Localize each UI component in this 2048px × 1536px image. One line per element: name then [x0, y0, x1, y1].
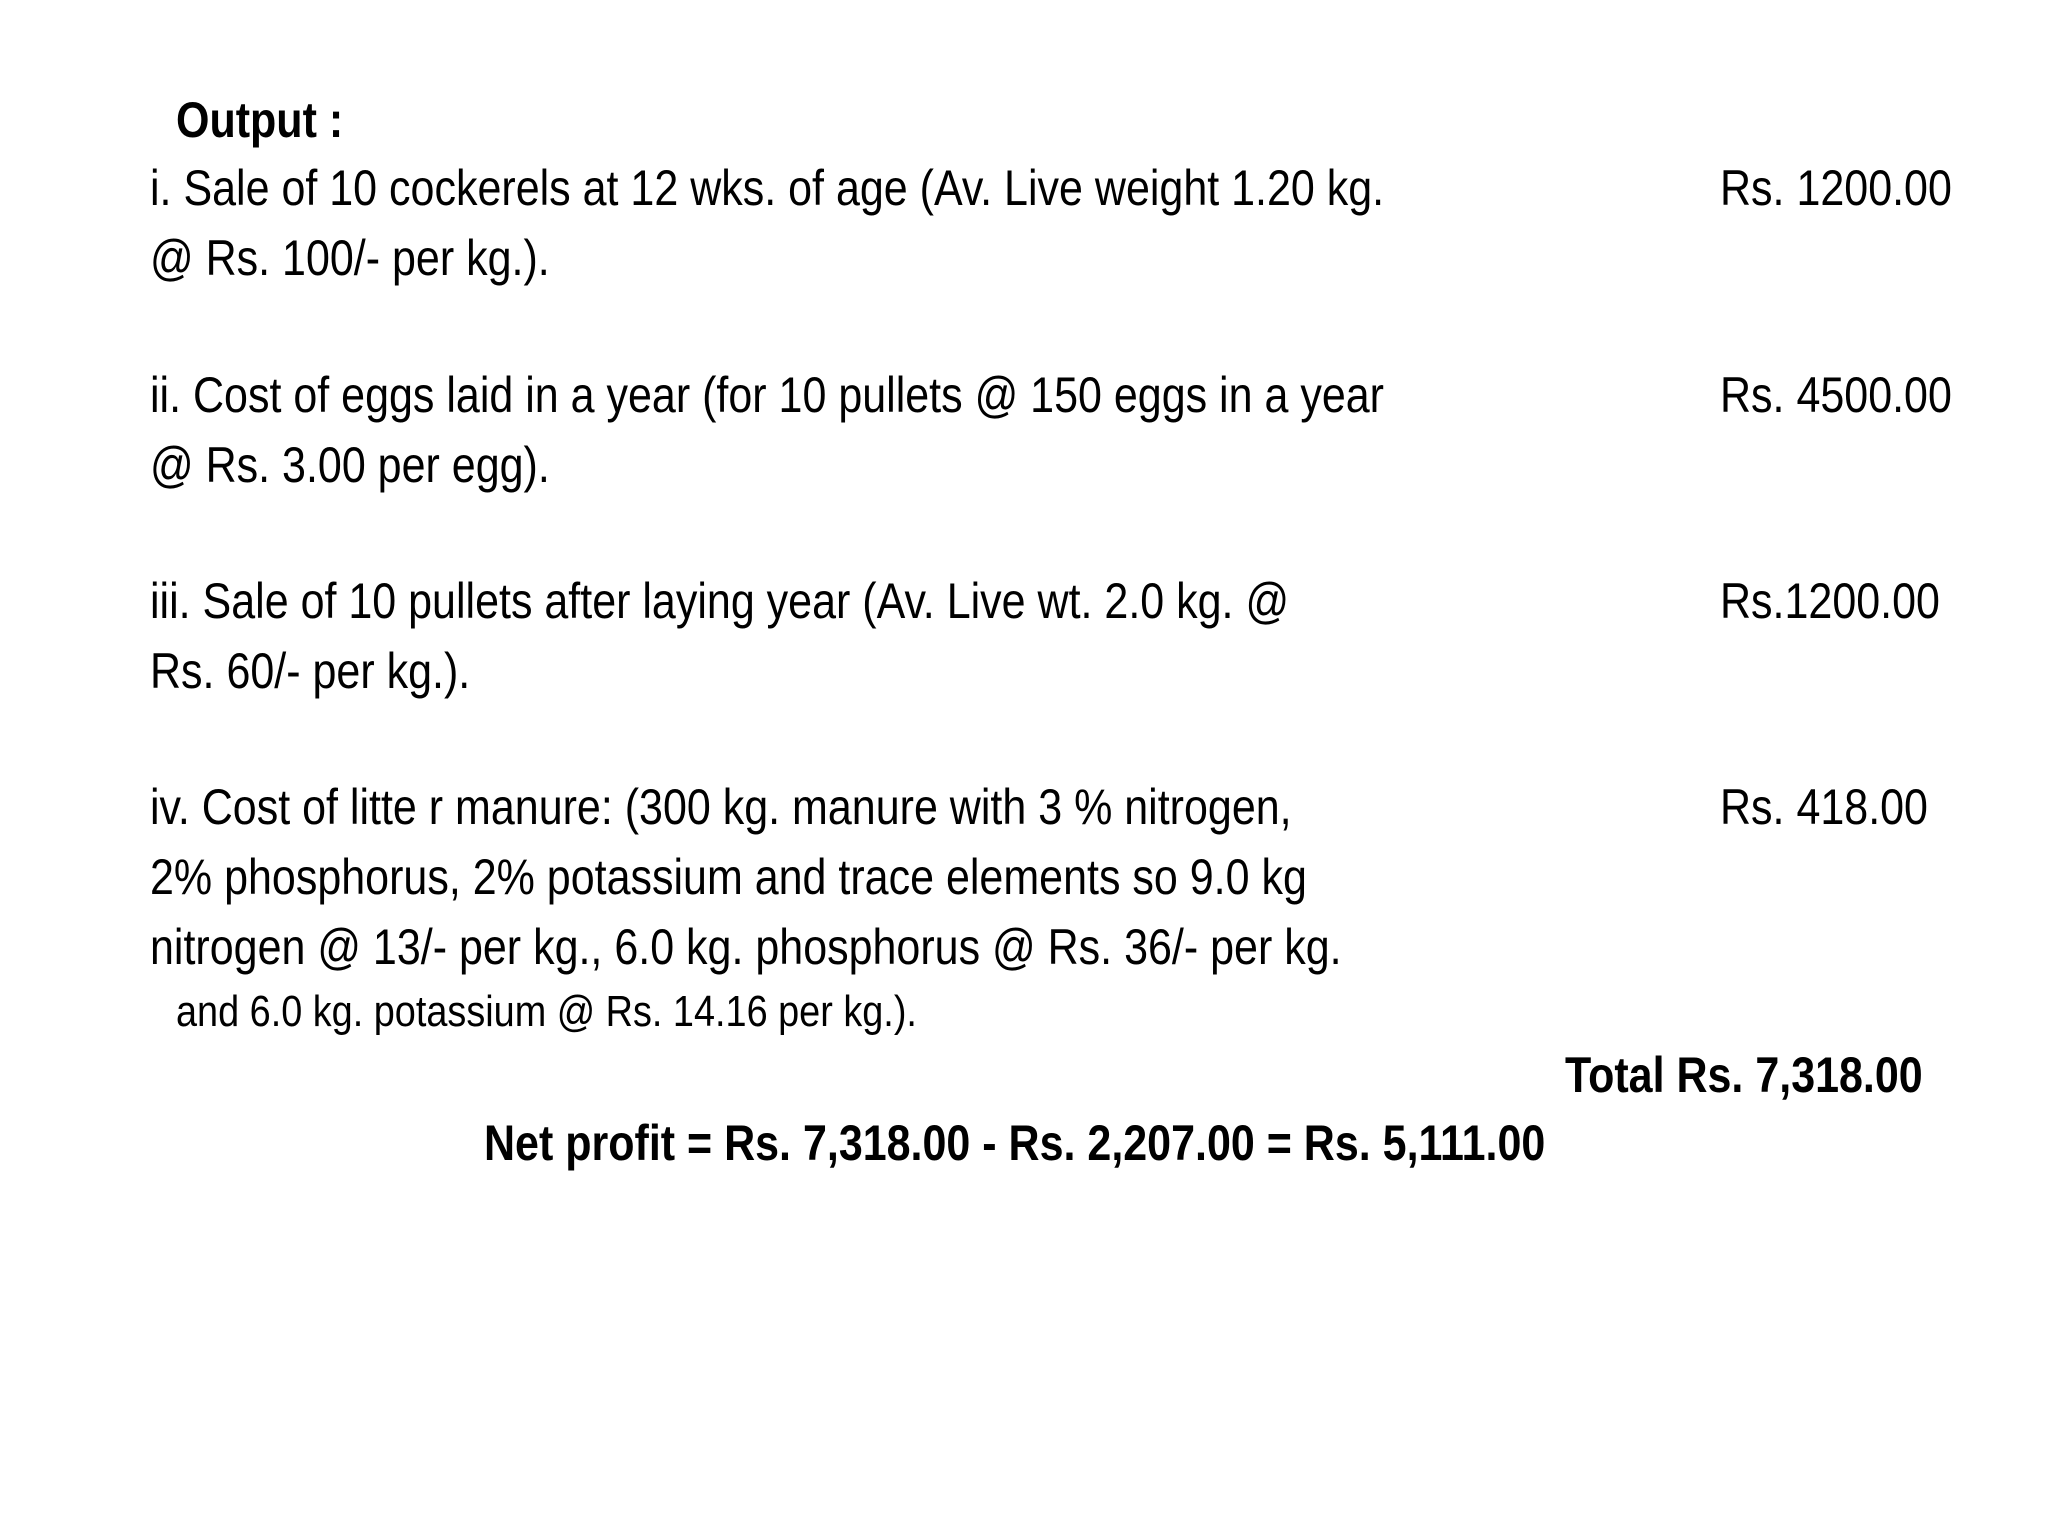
item-3-line-2: Rs. 60/- per kg.). — [150, 643, 471, 699]
item-4-line-2: 2% phosphorus, 2% potassium and trace elements so 9.0 kg — [150, 849, 1307, 905]
item-1-line-1: i. Sale of 10 cockerels at 12 wks. of age (Av. Live weight 1.20 kg. — [150, 160, 1385, 216]
item-4-amount: Rs. 418.00 — [1720, 779, 1928, 835]
item-4-line-4: and 6.0 kg. potassium @ Rs. 14.16 per kg.). — [176, 987, 917, 1036]
output-heading: Output : — [176, 92, 344, 148]
item-1-line-2: @ Rs. 100/- per kg.). — [150, 230, 550, 286]
net-profit: Net profit = Rs. 7,318.00 - Rs. 2,207.00 = Rs. 5,111.00 — [484, 1115, 1546, 1171]
total: Total Rs. 7,318.00 — [1565, 1047, 1923, 1103]
item-3-amount: Rs.1200.00 — [1720, 573, 1940, 629]
item-2-amount: Rs. 4500.00 — [1720, 367, 1952, 423]
item-2-line-2: @ Rs. 3.00 per egg). — [150, 437, 550, 493]
item-2-line-1: ii. Cost of eggs laid in a year (for 10 pullets @ 150 eggs in a year — [150, 367, 1384, 423]
item-3-line-1: iii. Sale of 10 pullets after laying year (Av. Live wt. 2.0 kg. @ — [150, 573, 1290, 629]
item-4-line-1: iv. Cost of litte r manure: (300 kg. manure with 3 % nitrogen, — [150, 779, 1292, 835]
item-4-line-3: nitrogen @ 13/- per kg., 6.0 kg. phosphorus @ Rs. 36/- per kg. — [150, 919, 1342, 975]
item-1-amount: Rs. 1200.00 — [1720, 160, 1952, 216]
